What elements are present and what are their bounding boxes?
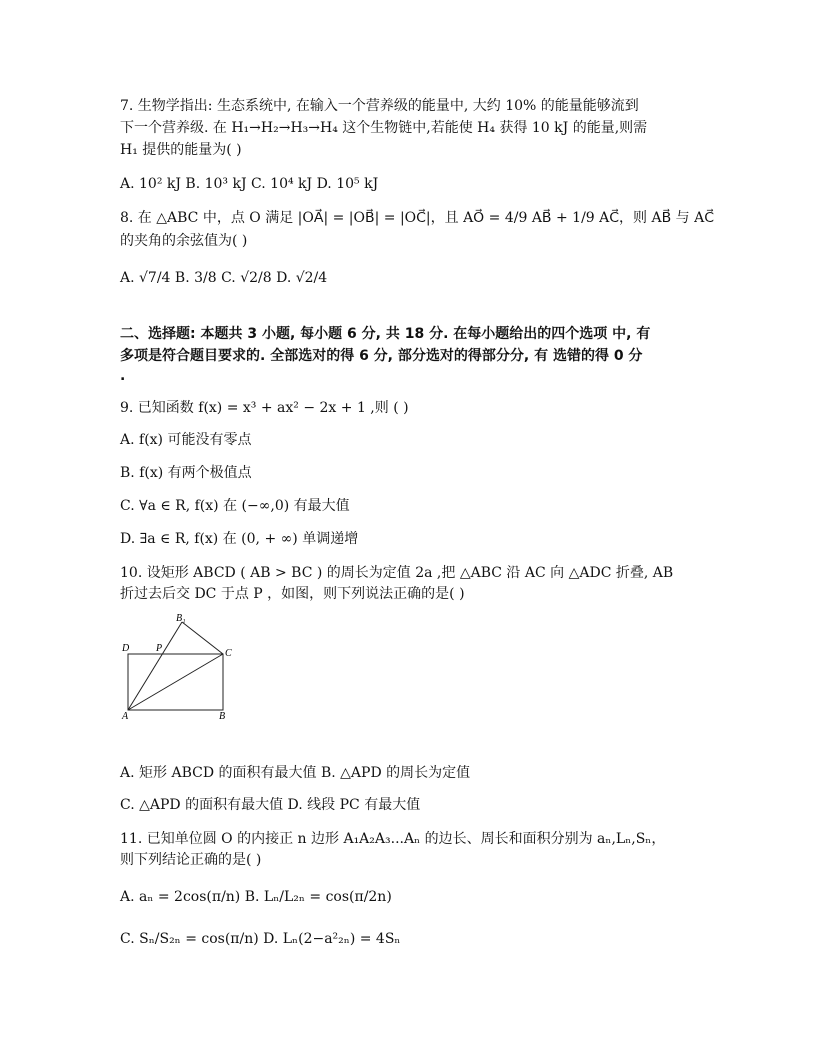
segment-ab1 — [128, 622, 182, 710]
q9-option-a: A. f(x) 可能没有零点 — [120, 432, 252, 448]
label-b: B — [219, 711, 226, 722]
q9-option-b: B. f(x) 有两个极值点 — [120, 465, 252, 481]
label-p: P — [156, 643, 163, 654]
q9-option-d: D. ∃a ∈ R, f(x) 在 (0, + ∞) 单调递增 — [120, 531, 359, 547]
q10-line2: 折过去后交 DC 于点 P ，如图，则下列说法正确的是( ) — [120, 586, 465, 602]
section2-line3: . — [120, 368, 126, 384]
q7-line3: H₁ 提供的能量为( ) — [120, 142, 242, 158]
q11-line1: 11. 已知单位圆 O 的内接正 n 边形 A₁A₂A₃...Aₙ 的边长、周长和面积分别为 aₙ,Lₙ,Sₙ， — [120, 831, 666, 847]
label-c: C — [225, 648, 232, 659]
q8-line1: 8. 在 △ABC 中，点 O 满足 |OA⃗| = |OB⃗| = |OC⃗|，且 AO⃗ = 4/9 AB⃗ + 1/9 AC⃗，则 AB⃗ 与 AC⃗ — [120, 210, 714, 226]
label-b1: B₁ — [176, 613, 186, 624]
q11-options-cd: C. Sₙ/S₂ₙ = cos(π/n) D. Lₙ(2−a²₂ₙ) = 4Sₙ — [120, 931, 401, 947]
q9-option-c: C. ∀a ∈ R, f(x) 在 (−∞,0) 有最大值 — [120, 498, 350, 514]
q10-options-cd: C. △APD 的面积有最大值 D. 线段 PC 有最大值 — [120, 797, 421, 813]
segment-b1c — [182, 622, 223, 654]
q11-line2: 则下列结论正确的是( ) — [120, 852, 262, 868]
diagonal-ac — [128, 654, 223, 710]
q7-options: A. 10² kJ B. 10³ kJ C. 10⁴ kJ D. 10⁵ kJ — [120, 176, 379, 192]
q11-options-ab: A. aₙ = 2cos(π/n) B. Lₙ/L₂ₙ = cos(π/2n) — [120, 889, 392, 905]
section2-line1: 二、选择题: 本题共 3 小题, 每小题 6 分, 共 18 分. 在每小题给出的四个选项 中, 有 — [120, 326, 651, 342]
q10-options-ab: A. 矩形 ABCD 的面积有最大值 B. △APD 的周长为定值 — [120, 765, 471, 781]
section2-line2: 多项是符合题目要求的. 全部选对的得 6 分, 部分选对的得部分分, 有 选错的得 0 分 — [120, 348, 643, 364]
q10-line1: 10. 设矩形 ABCD ( AB > BC ) 的周长为定值 2a ,把 △ABC 沿 AC 向 △ADC 折叠, AB — [120, 565, 674, 581]
label-a: A — [122, 711, 129, 722]
figure-svg — [118, 612, 248, 722]
q7-line1: 7. 生物学指出: 生态系统中, 在输入一个营养级的能量中, 大约 10% 的能量能够流到 — [120, 98, 639, 114]
q8-options: A. √7/4 B. 3/8 C. √2/8 D. √2/4 — [120, 270, 328, 286]
q7-line2: 下一个营养级. 在 H₁→H₂→H₃→H₄ 这个生物链中,若能使 H₄ 获得 10 kJ 的能量,则需 — [120, 120, 648, 136]
folded-rectangle-figure — [118, 612, 248, 722]
label-d: D — [122, 643, 130, 654]
q9-stem: 9. 已知函数 f(x) = x³ + ax² − 2x + 1 ,则 ( ) — [120, 400, 409, 416]
q8-line2: 的夹角的余弦值为( ) — [120, 233, 248, 249]
